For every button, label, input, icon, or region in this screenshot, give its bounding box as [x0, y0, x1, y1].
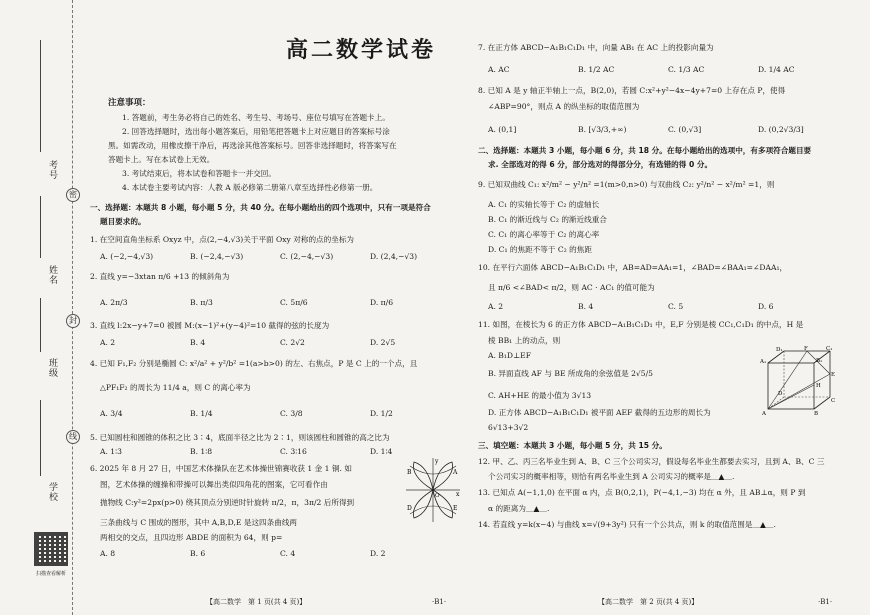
q6-option-b[interactable]: B. 6 — [190, 549, 206, 558]
class-label: 班级 — [47, 358, 57, 378]
q6-option-c[interactable]: C. 4 — [280, 549, 296, 558]
section-2-heading-cont: 求. 全部选对的得 6 分，部分选对的得部分分，有选错的得 0 分。 — [488, 160, 713, 169]
q8-option-a[interactable]: A. (0,1] — [488, 125, 517, 134]
question-3-stem: 3. 直线 l:2x−y+7=0 被圆 M:(x−1)²+(y−4)²=10 截得的弦的长度为 — [90, 321, 330, 330]
q2-option-d[interactable]: D. π/6 — [370, 298, 394, 307]
seal-dashed-line — [72, 0, 73, 615]
question-11-line: 11. 如图，在棱长为 6 的正方体 ABCD−A₁B₁C₁D₁ 中，E,F 分别是棱 CC₁,C₁D₁ 的中点，H 是 — [478, 320, 804, 329]
fig6-label-b: B — [407, 469, 412, 476]
fig6-label-y: y — [435, 458, 439, 465]
question-12-line: 12. 甲、乙、丙三名毕业生到 A、B、C 三个公司实习，假设每名毕业生都要去实习，且到 A、B、C 三 — [478, 457, 825, 466]
q11-option-c[interactable]: C. AH+HE 的最小值为 3√13 — [488, 391, 592, 400]
q6-option-a[interactable]: A. 8 — [100, 549, 116, 558]
section-3-heading: 三、填空题：本题共 3 小题，每小题 5 分，共 15 分。 — [478, 441, 667, 450]
q10-option-c[interactable]: C. 5 — [668, 302, 684, 311]
q1-option-b[interactable]: B. (−2,4,−√3) — [190, 252, 244, 261]
question-10-stem-cont: 且 π/6 <∠BAD< π/2，则 AC · AC₁ 的值可能为 — [488, 283, 655, 292]
fig6-label-a: A — [453, 469, 458, 476]
q10-option-a[interactable]: A. 2 — [488, 302, 504, 311]
q3-option-d[interactable]: D. 2√5 — [370, 338, 396, 347]
q2-option-b[interactable]: B. π/3 — [190, 298, 213, 307]
section-2-heading: 二、选择题：本题共 3 小题，每小题 6 分，共 18 分。在每小题给出的选项中，有多项符合题目要 — [478, 146, 812, 155]
q1-option-d[interactable]: D. (2,4,−√3) — [370, 252, 418, 261]
cube-figure — [760, 345, 836, 415]
exam-number-line — [40, 40, 41, 152]
cube-label-h: H — [816, 383, 821, 389]
cube-label-c: C — [831, 398, 836, 404]
cube-label-e: E — [831, 372, 836, 378]
page-2-footer-code: ·B1· — [818, 598, 833, 606]
question-14-line: 14. 若直线 y=k(x−4) 与曲线 x=√(9+3y²) 只有一个公共点，则 k 的取值范围是＿▲＿. — [478, 520, 776, 529]
school-line — [40, 400, 41, 476]
q8-option-d[interactable]: D. (0,2√3/3] — [758, 125, 804, 134]
q3-option-c[interactable]: C. 2√2 — [280, 338, 305, 347]
question-8-stem: 8. 已知 A 是 y 轴正半轴上一点，B(2,0)，若圆 C:x²+y²−4x−4y+7=0 上存在点 P，使得 — [478, 86, 786, 95]
question-9-stem: 9. 已知双曲线 C₁: x²/m² − y²/n² =1(m>0,n>0) 与双曲线 C₂: y²/n² − x²/m² =1，则 — [478, 180, 775, 189]
q3-option-b[interactable]: B. 4 — [190, 338, 206, 347]
q2-option-a[interactable]: A. 2π/3 — [100, 298, 128, 307]
question-13-line: α 的距离为＿▲＿. — [488, 504, 550, 513]
notice-item: 黑。如需改动，用橡皮擦干净后，再选涂其他答案标号。回答非选择题时，将答案写在 — [108, 141, 397, 150]
q8-option-b[interactable]: B. [√3/3,+∞) — [578, 125, 627, 134]
q5-option-b[interactable]: B. 1∶8 — [190, 447, 213, 456]
cube-label-d: D — [778, 391, 783, 397]
q11-option-a[interactable]: A. B₁D⊥EF — [488, 351, 531, 360]
cube-label-a: A — [762, 411, 766, 415]
q9-option-b[interactable]: B. C₁ 的渐近线与 C₂ 的渐近线重合 — [488, 215, 607, 224]
q4-option-d[interactable]: D. 1/2 — [370, 409, 393, 418]
q1-option-a[interactable]: A. (−2,−4,√3) — [100, 252, 154, 261]
cube-label-b: B — [814, 411, 819, 415]
q4-option-c[interactable]: C. 3/8 — [280, 409, 303, 418]
section-1-heading: 一、选择题：本题共 8 小题，每小题 5 分，共 40 分。在每小题给出的四个选项中，只有一项是符合 — [90, 203, 431, 212]
name-label: 姓名 — [47, 265, 57, 285]
q5-option-c[interactable]: C. 3∶16 — [280, 447, 307, 456]
cube-label-f: F — [804, 346, 808, 352]
binding-margin — [0, 0, 86, 615]
q10-option-b[interactable]: B. 4 — [578, 302, 594, 311]
question-8-stem-cont: ∠ABP=90°，则点 A 的纵坐标的取值范围为 — [488, 102, 640, 111]
question-6-line: 两相交的交点，且四边形 ABDE 的面积为 64，则 p= — [100, 533, 283, 542]
seal-char-feng: 封 — [66, 314, 80, 328]
school-label: 学校 — [47, 482, 57, 502]
cube-label-d1: D₁ — [776, 347, 783, 353]
q7-option-a[interactable]: A. AC — [488, 65, 510, 74]
q11-option-b[interactable]: B. 异面直线 AF 与 BE 所成角的余弦值是 2√5/5 — [488, 369, 653, 378]
notice-item: 4. 本试卷主要考试内容：人教 A 版必修第二册第八章至选择性必修第一册。 — [122, 183, 378, 192]
q3-option-a[interactable]: A. 2 — [100, 338, 116, 347]
section-1-heading-cont: 题目要求的。 — [100, 217, 146, 226]
q1-option-c[interactable]: C. (2,−4,−√3) — [280, 252, 334, 261]
exam-number-label: 考号 — [47, 160, 57, 180]
q9-option-a[interactable]: A. C₁ 的实轴长等于 C₂ 的虚轴长 — [488, 200, 600, 209]
cube-label-a1: A₁ — [760, 359, 767, 365]
q11-option-d-cont: 6√13+3√2 — [488, 423, 529, 432]
notice-heading: 注意事项： — [108, 98, 151, 108]
fig6-label-o: O — [435, 493, 440, 499]
name-line — [40, 196, 41, 258]
question-11-line: 棱 BB₁ 上的动点，则 — [488, 336, 561, 345]
question-7-stem: 7. 在正方体 ABCD−A₁B₁C₁D₁ 中，向量 AB₁ 在 AC 上的投影向量为 — [478, 43, 714, 52]
q9-option-c[interactable]: C. C₁ 的离心率等于 C₂ 的离心率 — [488, 230, 600, 239]
page-1-footer: 【高二数学 第 1 页(共 4 页)】 — [206, 598, 307, 606]
seal-char-mi: 密 — [66, 188, 80, 202]
fig6-label-d: D — [407, 505, 412, 512]
notice-item: 答题卡上。写在本试卷上无效。 — [108, 155, 215, 164]
q6-option-d[interactable]: D. 2 — [370, 549, 386, 558]
question-13-line: 13. 已知点 A(−1,1,0) 在平面 α 内，点 B(0,2,1)，P(−4,1,−3) 均在 α 外，且 AB⊥α，则 P 到 — [478, 488, 806, 497]
question-2-stem: 2. 直线 y=−3xtan π/6 +13 的倾斜角为 — [90, 272, 230, 281]
question-6-line: 6. 2025 年 8 月 27 日，中国艺术体操队在艺术体操世锦赛收获 1 金 1 铜. 如 — [90, 464, 352, 473]
notice-item: 2. 回答选择题时，选出每小题答案后，用铅笔把答题卡上对应题目的答案标号涂 — [122, 127, 390, 136]
question-6-line: 抛物线 C:y²=2px(p>0) 绕其顶点分别逆时针旋转 π/2，π，3π/2 后所得到 — [100, 498, 355, 507]
qr-caption: 扫描查看解析 — [35, 571, 66, 577]
q2-option-c[interactable]: C. 5π/6 — [280, 298, 308, 307]
q8-option-c[interactable]: C. (0,√3] — [668, 125, 702, 134]
q4-option-b[interactable]: B. 1/4 — [190, 409, 213, 418]
qr-code[interactable] — [34, 532, 68, 566]
q5-option-a[interactable]: A. 1∶3 — [100, 447, 122, 456]
notice-item: 3. 考试结束后，将本试卷和答题卡一并交回。 — [122, 169, 276, 178]
question-4-stem: 4. 已知 F₁,F₂ 分别是椭圆 C: x²/a² + y²/b² =1(a>b>0) 的左、右焦点，P 是 C 上的一个点，且 — [90, 359, 418, 368]
q11-option-d[interactable]: D. 正方体 ABCD−A₁B₁C₁D₁ 被平面 AEF 截得的五边形的周长为 — [488, 408, 711, 417]
question-4-stem-cont: △PF₁F₂ 的周长为 11/4 a，则 C 的离心率为 — [100, 383, 251, 392]
exam-title: 高二数学试卷 — [286, 38, 437, 63]
four-petal-figure — [404, 456, 462, 524]
q7-option-d[interactable]: D. 1/4 AC — [758, 65, 795, 74]
q10-option-d[interactable]: D. 6 — [758, 302, 774, 311]
cube-label-c1: C₁ — [826, 346, 833, 352]
question-5-stem: 5. 已知圆柱和圆锥的体积之比 3∶4，底面半径之比为 2∶1，则该圆柱和圆锥的高之比为 — [90, 433, 390, 442]
q9-option-d[interactable]: D. C₁ 的焦距不等于 C₂ 的焦距 — [488, 245, 592, 254]
q4-option-a[interactable]: A. 3/4 — [100, 409, 123, 418]
page-1-footer-code: ·B1· — [432, 598, 447, 606]
question-10-stem: 10. 在平行六面体 ABCD−A₁B₁C₁D₁ 中，AB=AD=AA₁=1，∠BAD=∠BAA₁=∠DAA₁， — [478, 263, 788, 272]
q7-option-c[interactable]: C. 1/3 AC — [668, 65, 705, 74]
question-6-line: 图，艺术体操的缠操和带操可以舞出类似四角花的图案，它可看作由 — [100, 480, 328, 489]
fig6-label-x: x — [456, 491, 460, 498]
q5-option-d[interactable]: D. 1∶4 — [370, 447, 393, 456]
question-6-line: 三条曲线与 C 围成的图形，其中 A,B,D,E 是这四条曲线两 — [100, 518, 298, 527]
class-line — [40, 298, 41, 352]
seal-char-xian: 线 — [66, 430, 80, 444]
question-12-line: 个公司实习的概率相等，则恰有两名毕业生到 A 公司实习的概率是＿▲＿. — [488, 472, 735, 481]
question-1-stem: 1. 在空间直角坐标系 Oxyz 中，点(2,−4,√3)关于平面 Oxy 对称的点的坐标为 — [90, 235, 355, 244]
fig6-label-e: E — [453, 505, 458, 512]
cube-label-b1: B₁ — [816, 358, 823, 364]
q7-option-b[interactable]: B. 1/2 AC — [578, 65, 615, 74]
page-2-footer: 【高二数学 第 2 页(共 4 页)】 — [598, 598, 699, 606]
notice-item: 1. 答题前，考生务必将自己的姓名、考生号、考场号、座位号填写在答题卡上。 — [122, 113, 390, 122]
